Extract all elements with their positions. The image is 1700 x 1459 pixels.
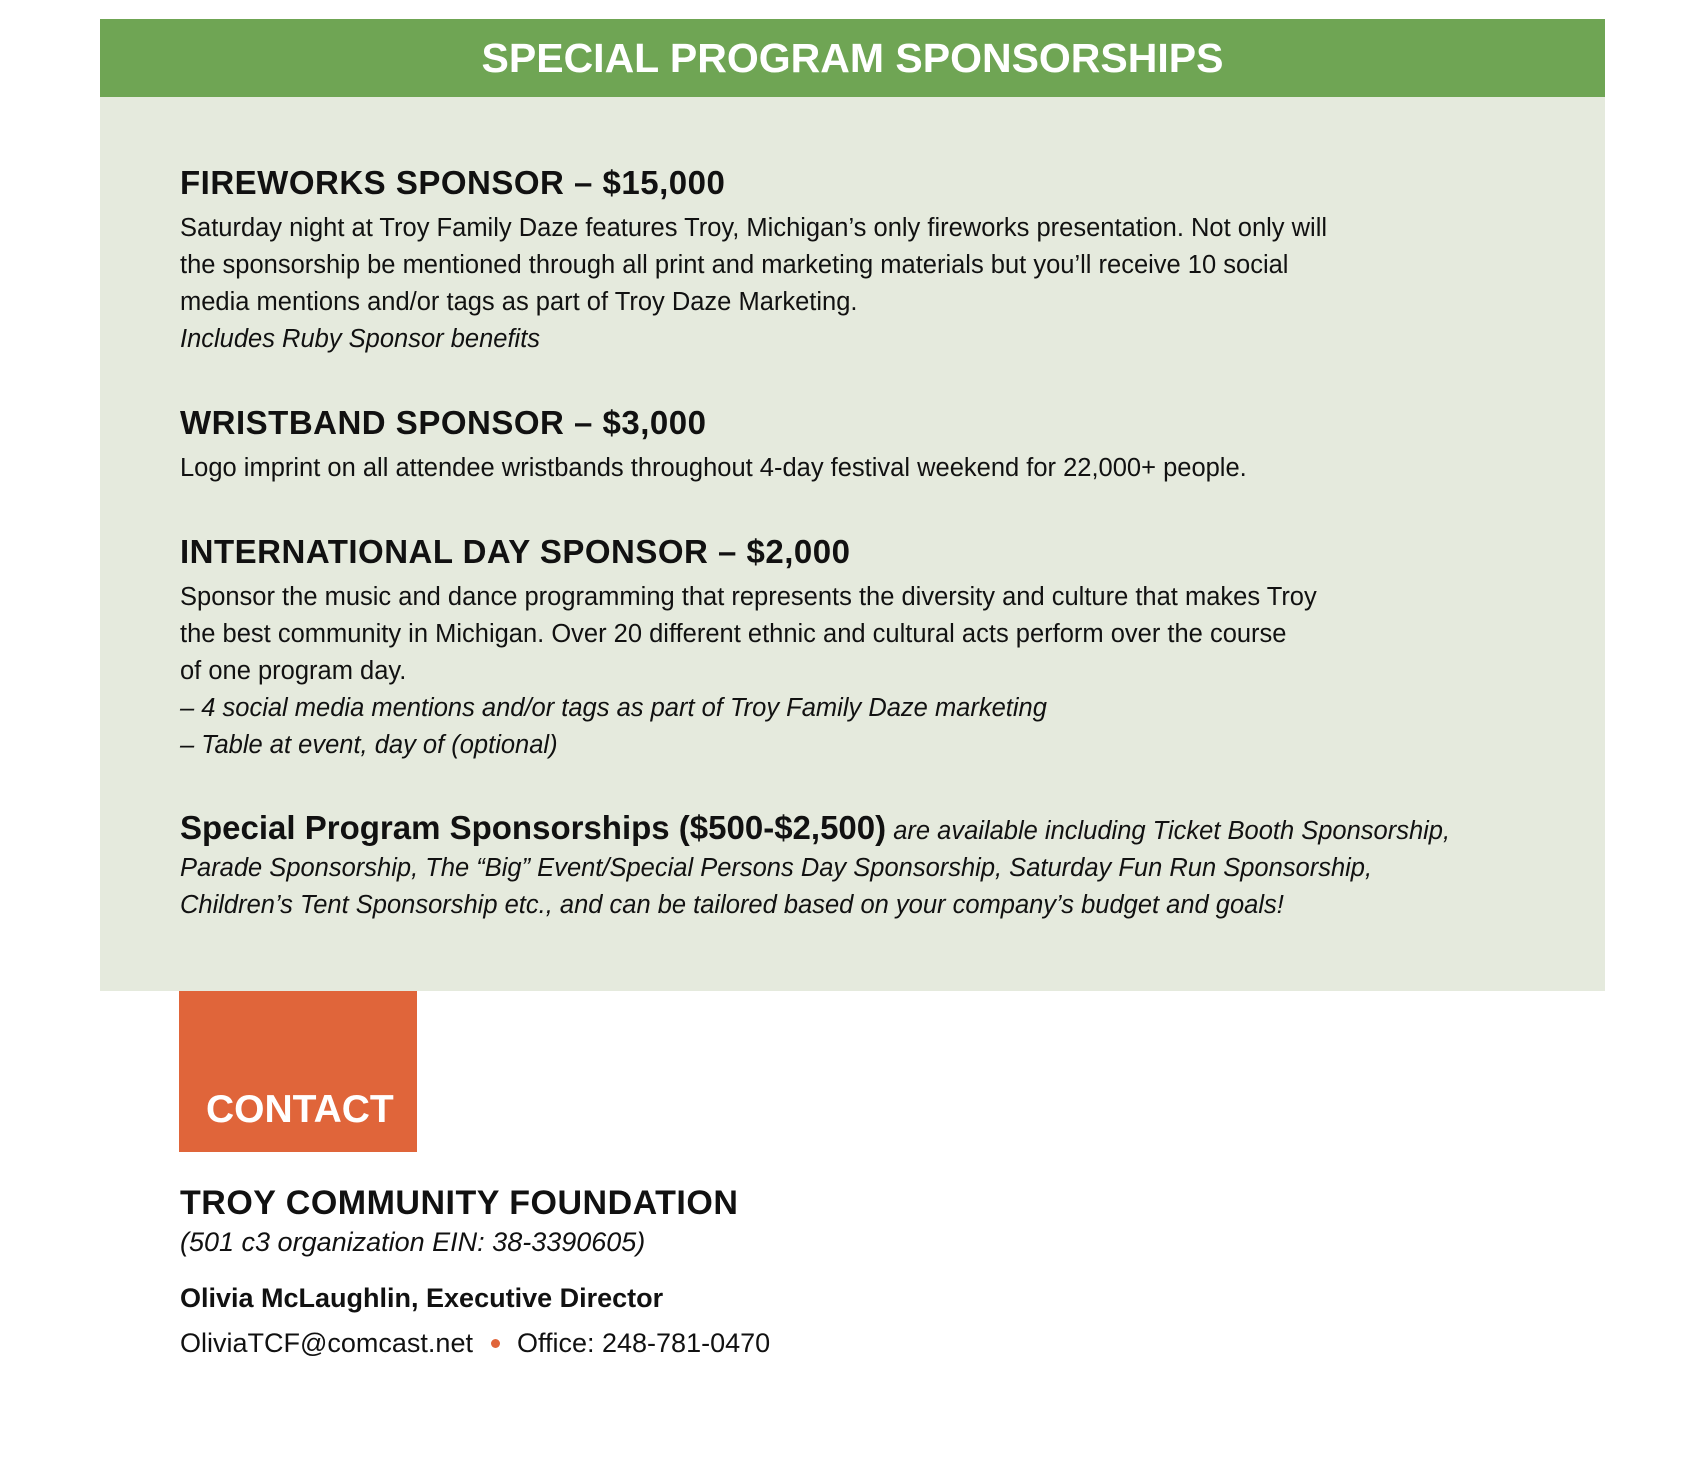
special-programs-block: [180, 809, 1580, 924]
banner-title: SPECIAL PROGRAM SPONSORSHIPS: [481, 34, 1224, 81]
section-banner: [100, 19, 1605, 97]
director-name: Olivia McLaughlin, Executive Director: [180, 1283, 664, 1313]
sponsorships-panel: [100, 97, 1605, 991]
benefits-note: Includes Ruby Sponsor benefits: [180, 325, 541, 353]
fireworks-sponsor-block: [180, 163, 1580, 358]
description-line: Sponsor the music and dance programming that represents the diversity and culture that makes Troy: [180, 583, 1317, 611]
wristband-sponsor-description: [180, 450, 1480, 487]
international-day-sponsor-description: [180, 579, 1480, 764]
wristband-sponsor-block: [180, 403, 1580, 487]
description-line: the sponsorship be mentioned through all print and marketing materials but you’ll receive 10 social: [180, 251, 1289, 279]
special-programs-text: Children’s Tent Sponsorship etc., and can be tailored based on your company’s budget and goals!: [180, 891, 1284, 919]
contact-label-box: [179, 991, 417, 1152]
organization-name: TROY COMMUNITY FOUNDATION: [180, 1184, 739, 1222]
fireworks-sponsor-heading: FIREWORKS SPONSOR – $15,000: [180, 164, 726, 201]
office-phone: Office: 248-781-0470: [516, 1328, 771, 1358]
international-day-sponsor-heading: INTERNATIONAL DAY SPONSOR – $2,000: [180, 533, 851, 570]
contact-label: CONTACT: [206, 1088, 394, 1131]
email-address: OliviaTCF@comcast.net: [180, 1328, 473, 1358]
wristband-sponsor-heading: WRISTBAND SPONSOR – $3,000: [180, 404, 707, 441]
description-line: the best community in Michigan. Over 20 different ethnic and cultural acts perform over the course: [180, 620, 1287, 648]
separator-dot-icon: [491, 1339, 500, 1348]
benefit-item: – Table at event, day of (optional): [180, 731, 558, 759]
special-programs-lead: Special Program Sponsorships ($500-$2,500): [180, 809, 887, 846]
description-line: of one program day.: [180, 657, 407, 685]
description-line: Logo imprint on all attendee wristbands throughout 4-day festival weekend for 22,000+ people.: [180, 454, 1247, 482]
special-programs-text: Parade Sponsorship, The “Big” Event/Special Persons Day Sponsorship, Saturday Fun Run Sponsorship,: [180, 854, 1373, 882]
special-programs-line: [180, 809, 1600, 850]
fireworks-sponsor-description: [180, 210, 1480, 358]
international-day-sponsor-block: [180, 532, 1580, 764]
contact-details: [180, 1328, 770, 1359]
description-line: media mentions and/or tags as part of Troy Daze Marketing.: [180, 288, 858, 316]
special-programs-text: are available including Ticket Booth Sponsorship,: [893, 817, 1451, 845]
organization-ein: (501 c3 organization EIN: 38-3390605): [180, 1227, 646, 1257]
description-line: Saturday night at Troy Family Daze features Troy, Michigan’s only fireworks presentation. Not only will: [180, 214, 1328, 242]
benefit-item: – 4 social media mentions and/or tags as part of Troy Family Daze marketing: [180, 694, 1047, 722]
